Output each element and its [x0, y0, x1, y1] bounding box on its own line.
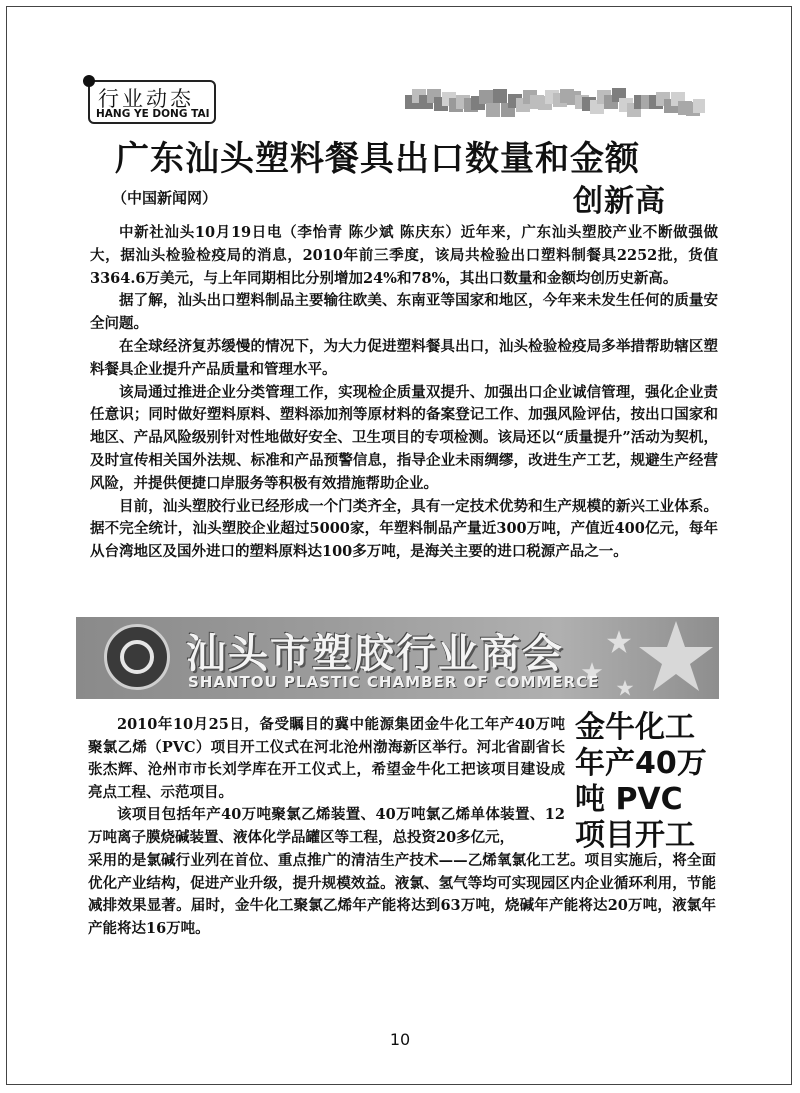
- star-icon: [616, 679, 634, 697]
- article-paragraph: 该局通过推进企业分类管理工作，实现检企质量双提升、加强出口企业诚信管理，强化企业责任意识；同时做好塑料原料、塑料添加剂等原材料的备案登记工作、加强风险评估，按出口国家和地区、产品风险级别针对性地做好安全、卫生项目的专项检测。该局还以“质量提升”活动为契机，及时宣传相关国外法规、标准和产品预警信息，指导企业未雨绸缪，改进生产工艺，规避生产经营风险，并提供便捷口岸服务等积极有效措施帮助企业。: [90, 383, 718, 492]
- chamber-banner: [76, 617, 719, 699]
- star-icon: [636, 617, 716, 697]
- pixel-block: [486, 103, 500, 117]
- article-headline-continued: 创新高: [573, 184, 666, 219]
- banner-title-english: SHANTOU PLASTIC CHAMBER OF COMMERCE: [188, 673, 600, 691]
- article-paragraph: 据了解，汕头出口塑料制品主要输往欧美、东南亚等国家和地区，今年来未发生任何的质量安全问题。: [90, 292, 718, 333]
- article2-paragraph: 该项目包括年产40万吨聚氯乙烯装置、40万吨氯乙烯单体装置、12万吨离子膜烧碱装置、液体化学品罐区等工程，总投资20多亿元，: [88, 806, 565, 846]
- section-tag-pinyin: HANG YE DONG TAI: [96, 108, 210, 120]
- decorative-pixel-bar: [405, 88, 705, 118]
- article-headline: 广东汕头塑料餐具出口数量和金额: [115, 139, 640, 179]
- star-icon: [606, 629, 632, 655]
- article-source: （中国新闻网）: [112, 189, 218, 207]
- banner-title-chinese: 汕头市塑胶行业商会: [186, 630, 564, 677]
- section-tag-chinese: 行业动态: [98, 87, 194, 111]
- article-paragraph: 目前，汕头塑胶行业已经形成一个门类齐全，具有一定技术优势和生产规模的新兴工业体系。据不完全统计，汕头塑胶企业超过5000家，年塑料制品产量近300万吨，产值近400亿元，每年从台湾地区及国外进口的塑料原料达100多万吨，是海关主要的进口税源产品之一。: [90, 497, 718, 561]
- chamber-logo-icon: [104, 624, 170, 690]
- sidebar-headline: [575, 710, 715, 854]
- article2-body-wide: 采用的是氯碱行业列在首位、重点推广的清洁生产技术——乙烯氧氯化工艺。项目实施后，将全面优化产业结构，促进产业升级，提升规模效益。液氯、氢气等均可实现园区内企业循环利用，节能减排效果显著。届时，金牛化工聚氯乙烯年产能将达到63万吨，烧碱年产能将达20万吨，液氯年产能将达16万吨。: [88, 852, 716, 937]
- article2-paragraph: 2010年10月25日，备受瞩目的冀中能源集团金牛化工年产40万吨聚氯乙烯（PVC）项目开工仪式在河北沧州渤海新区举行。河北省副省长张杰辉、沧州市市长刘学库在开工仪式上，希望金牛化工把该项目建设成亮点工程、示范项目。: [88, 716, 565, 801]
- pixel-block: [493, 89, 507, 103]
- sidebar-headline-line: 项目开工: [575, 818, 695, 853]
- article-body: [90, 222, 718, 564]
- article2-body-narrow: [88, 714, 565, 850]
- section-tag: [88, 80, 216, 124]
- sidebar-headline-line: 年产40万: [575, 746, 707, 781]
- page-number: 10: [389, 1030, 411, 1049]
- article-paragraph: 在全球经济复苏缓慢的情况下，为大力促进塑料餐具出口，汕头检验检疫局多举措帮助辖区塑料餐具企业提升产品质量和管理水平。: [90, 337, 718, 378]
- pixel-block: [479, 90, 493, 104]
- bullet-dot-icon: [83, 75, 95, 87]
- sidebar-headline-line: 吨 PVC: [575, 782, 683, 817]
- pixel-block: [693, 99, 705, 113]
- article-paragraph: 中新社汕头10月19日电（李怡青 陈少斌 陈庆东）近年来，广东汕头塑胶产业不断做强做大，据汕头检验检疫局的消息，2010年前三季度，该局共检验出口塑料制餐具2252批，货值3364.6万美元，与上年同期相比分别增加24%和78%，其出口数量和金额均创历史新高。: [90, 224, 718, 287]
- sidebar-headline-line: 金牛化工: [575, 710, 695, 745]
